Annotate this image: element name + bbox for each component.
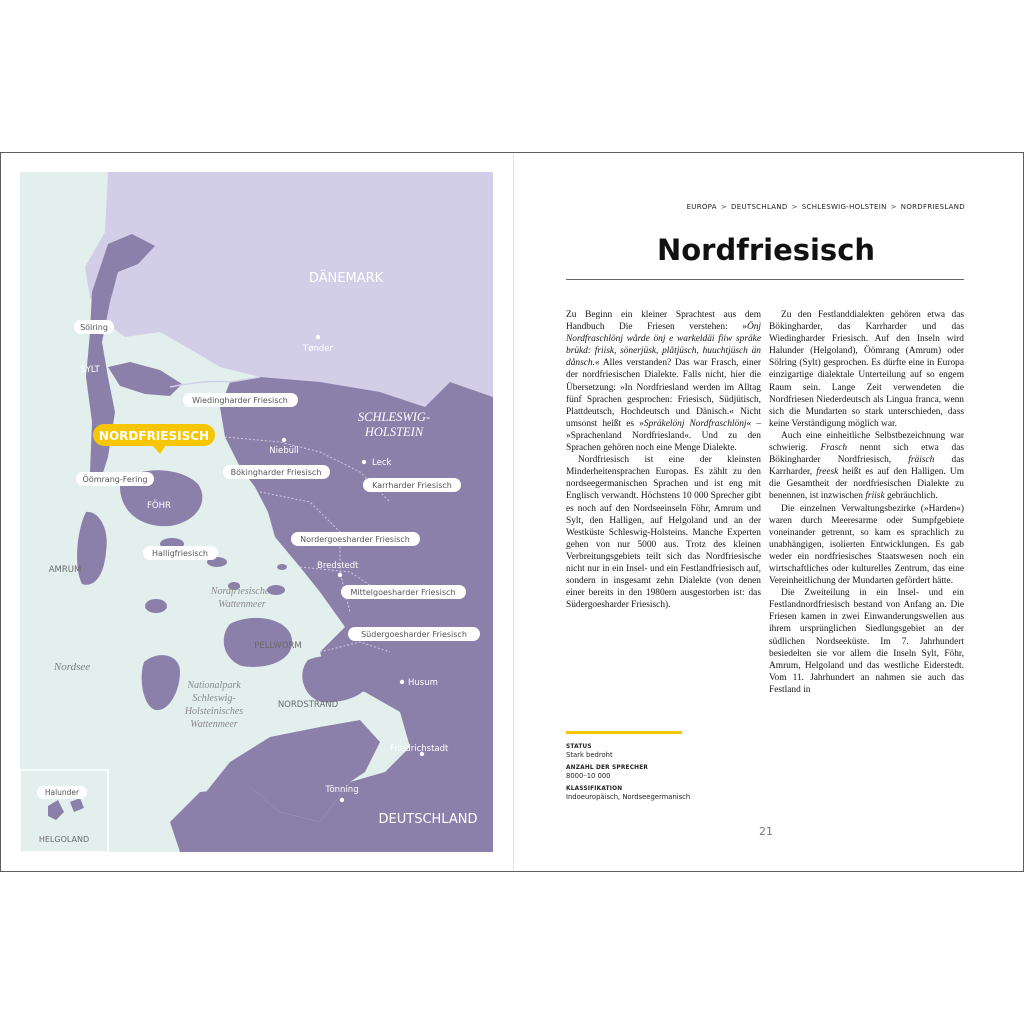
svg-text:Halligfriesisch: Halligfriesisch [152,549,208,558]
breadcrumb-separator: > [890,203,897,211]
label-nordstrand: NORDSTRAND [277,700,339,710]
breadcrumb [687,203,965,211]
label-leck: Leck [372,458,392,468]
speakers-label: ANZAHL DER SPRECHER [566,765,649,771]
right-page [514,153,1023,871]
classification-label: KLASSIFIKATION [566,786,623,792]
dialect-tag-wiedingharder [183,393,298,407]
label-denmark: DÄNEMARK [308,271,384,286]
svg-text:Wiedingharder Friesisch: Wiedingharder Friesisch [192,396,288,405]
dialect-tag-suedergoesharder [348,627,480,641]
label-bredstedt: Bredstedt [317,561,359,571]
classification-value: Indoeuropäisch, Nordseegermanisch [566,793,691,801]
town-dot-niebuell [282,438,286,442]
dialect-tag-halligfriesisch [143,546,218,560]
highlight-label: NORDFRIESISCH [98,429,210,443]
speakers-value: 8000–10 000 [566,772,611,780]
town-dot-toenning [340,798,344,802]
paragraph: Die Zweiteilung in ein Insel- und ein Festlandnordfriesisch bestand von Anfang an. Die Friesen kamen in zwei Einwanderungswellen aus ihrem ursprünglichen Siedlungsgebiet an der südlichen Nordseeküste. Im 7. Jahrhundert besiedelten sie vor allem die Inseln Sylt, Föhr, Amrum, Helgoland und das westliche Eiderstedt. Vom 11. Jahrhundert an nahmen sie auch das Festland in [769,588,964,695]
dialect-tag-halunder [37,786,87,799]
paragraph: Auch eine einheitliche Selbstbezeichnung war schwierig. Frasch nennt sich etwa das Bökingharder Nordfriesisch, fräisch das Karrharder, freesk heißt es auf den Halligen. Um die Gesamtheit der nordfriesischen Dialekte zu benennen, ist inzwischen friisk gebräuchlich. [769,430,965,502]
label-np-3: Holsteinisches [184,706,244,717]
label-foehr: FÖHR [147,501,171,511]
town-dot-bredstedt [338,573,342,577]
label-wattenmeer-1: Nordfriesisches [210,586,274,597]
label-niebuell: Niebüll [269,446,299,456]
label-pellworm: PELLWORM [254,641,302,651]
status-value: Stark bedroht [566,751,613,759]
svg-text:Halunder: Halunder [44,788,80,797]
label-friedrichstadt: Friedrichstadt [390,744,449,754]
fact-box-rule [566,731,682,734]
map-nordfriesland [20,172,493,852]
svg-text:Nordergoesharder Friesisch: Nordergoesharder Friesisch [300,535,410,544]
label-np-2: Schleswig- [192,693,236,704]
hallig-3 [145,599,167,613]
label-helgoland: HELGOLAND [38,835,90,844]
dialect-tag-karrharder [363,478,461,492]
svg-text:Bökingharder Friesisch: Bökingharder Friesisch [230,468,322,477]
fact-box [566,743,690,806]
svg-text:Sölring: Sölring [80,323,108,332]
label-toender: Tønder [303,344,333,354]
svg-text:Öömrang-Fering: Öömrang-Fering [82,475,148,484]
town-dot-leck [362,460,366,464]
title-rule [566,279,964,280]
label-germany: DEUTSCHLAND [378,812,478,827]
paragraph: Nordfriesisch ist eine der kleinsten Minderheitensprachen Europas. Es zählt zu den nordseegermanischen Sprachen und ist eng mit Englisch verwandt. Höchstens 10 000 Sprecher gibt es noch auf den Nordseeinseln Föhr, Amrum und Sylt, den Halligen, auf Helgoland und an der Westküste Schleswig-Holsteins. Manche Experten gehen von nur 5000 aus. Trotz des kleinen Verbreitungsgebiets teilt sich das Nordfriesische nicht nur in ein Insel- und ein Festlandfriesisch auf, sondern in insgesamt zehn Dialekte (von denen einer bereits in den 1980ern ausgestorben ist: das Südergoesharder Friesisch). [566,455,761,611]
dialect-tag-oeoemrang [76,472,154,486]
status-label: STATUS [566,744,592,750]
paragraph: Zu den Festlanddialekten gehören etwa das Bökingharder, das Karrharder und das Wiedingharder Friesisch. Auf den Inseln wird Halunder (Helgoland), Öömrang (Amrum) oder Sölring (Sylt) gesprochen. Es dürfte eine in Europa einzigartige dialektale Unterteilung auf so engem Raum sein. Lange Zeit verwendeten die Nordfriesen Niederdeutsch als Lingua franca, wenn sich die Mundarten so stark unterschieden, dass keine Verständigung möglich war. [769,310,964,429]
book-spread [0,152,1024,872]
breadcrumb-separator: > [720,203,728,211]
dialect-tag-mittelgoesharder [341,585,466,599]
town-dot-toender [316,335,320,339]
text-column-left [566,309,761,611]
svg-text:Südergoesharder Friesisch: Südergoesharder Friesisch [361,630,467,639]
label-husum: Husum [408,678,438,688]
dialect-tag-boekingharder [223,465,330,479]
breadcrumb-item: NORDFRIESLAND [900,203,965,211]
label-np-4: Wattenmeer [190,719,238,730]
label-amrum: AMRUM [48,565,82,575]
text-column-right [769,309,964,696]
label-schleswig-2: HOLSTEIN [364,425,424,439]
dialect-tag-soelring [74,320,114,334]
dialect-tag-nordergoesharder [291,532,420,546]
label-toenning: Tönning [325,785,359,795]
page-title: Nordfriesisch [656,233,876,267]
label-sylt: SYLT [80,365,100,375]
label-schleswig-1: SCHLESWIG- [357,410,431,424]
label-np-1: Nationalpark [187,680,241,691]
breadcrumb-item: EUROPA [686,203,717,211]
page-number: 21 [759,825,773,838]
breadcrumb-separator: > [791,203,798,211]
breadcrumb-item: DEUTSCHLAND [731,203,788,211]
hallig-5 [277,564,287,570]
paragraph: Die einzelnen Verwaltungsbezirke (»Harden«) waren durch Meeresarme oder Sumpfgebiete voneinander getrennt, so kam es sprachlich zu unabhängigen, isolierten Entwicklungen. Es gab weder ein nordfriesisches Staatswesen noch ein wirtschaftliches oder kulturelles Zentrum, das eine Vereinheitlichung der Mundarten gefördert hätte. [769,503,964,587]
breadcrumb-item: SCHLESWIG-HOLSTEIN [801,203,887,211]
town-dot-husum [400,680,404,684]
paragraph: Zu Beginn ein kleiner Sprachtest aus dem Handbuch Die Friesen verstehen: »Önj Nordfraschlönj wårde önj e warkeldäi fiiw spräke brükd: friisk, sönerjüsk, plåtjüsch, huuchtjüsch än dånsch.« Alles verstanden? Das war Frasch, einer der nordfriesischen Dialekte. Falls nicht, hier die Übersetzung: »In Nordfriesland werden im Alltag fünf Sprachen gesprochen: Friesisch, Südjütisch, Plattdeutsch, Hochdeutsch und Dänisch.« Nicht umsonst heißt es »Spräkelönj Nordfraschlönj« – »Sprachenland Nordfriesland«. Und zu den Sprachen gehören noch eine Menge Dialekte. [566,310,761,454]
label-wattenmeer-2: Wattenmeer [218,599,266,610]
map-canvas [20,172,493,852]
svg-text:Mittelgoesharder Friesisch: Mittelgoesharder Friesisch [350,588,456,597]
label-nordsee: Nordsee [53,661,91,673]
svg-text:Karrharder Friesisch: Karrharder Friesisch [372,481,452,490]
